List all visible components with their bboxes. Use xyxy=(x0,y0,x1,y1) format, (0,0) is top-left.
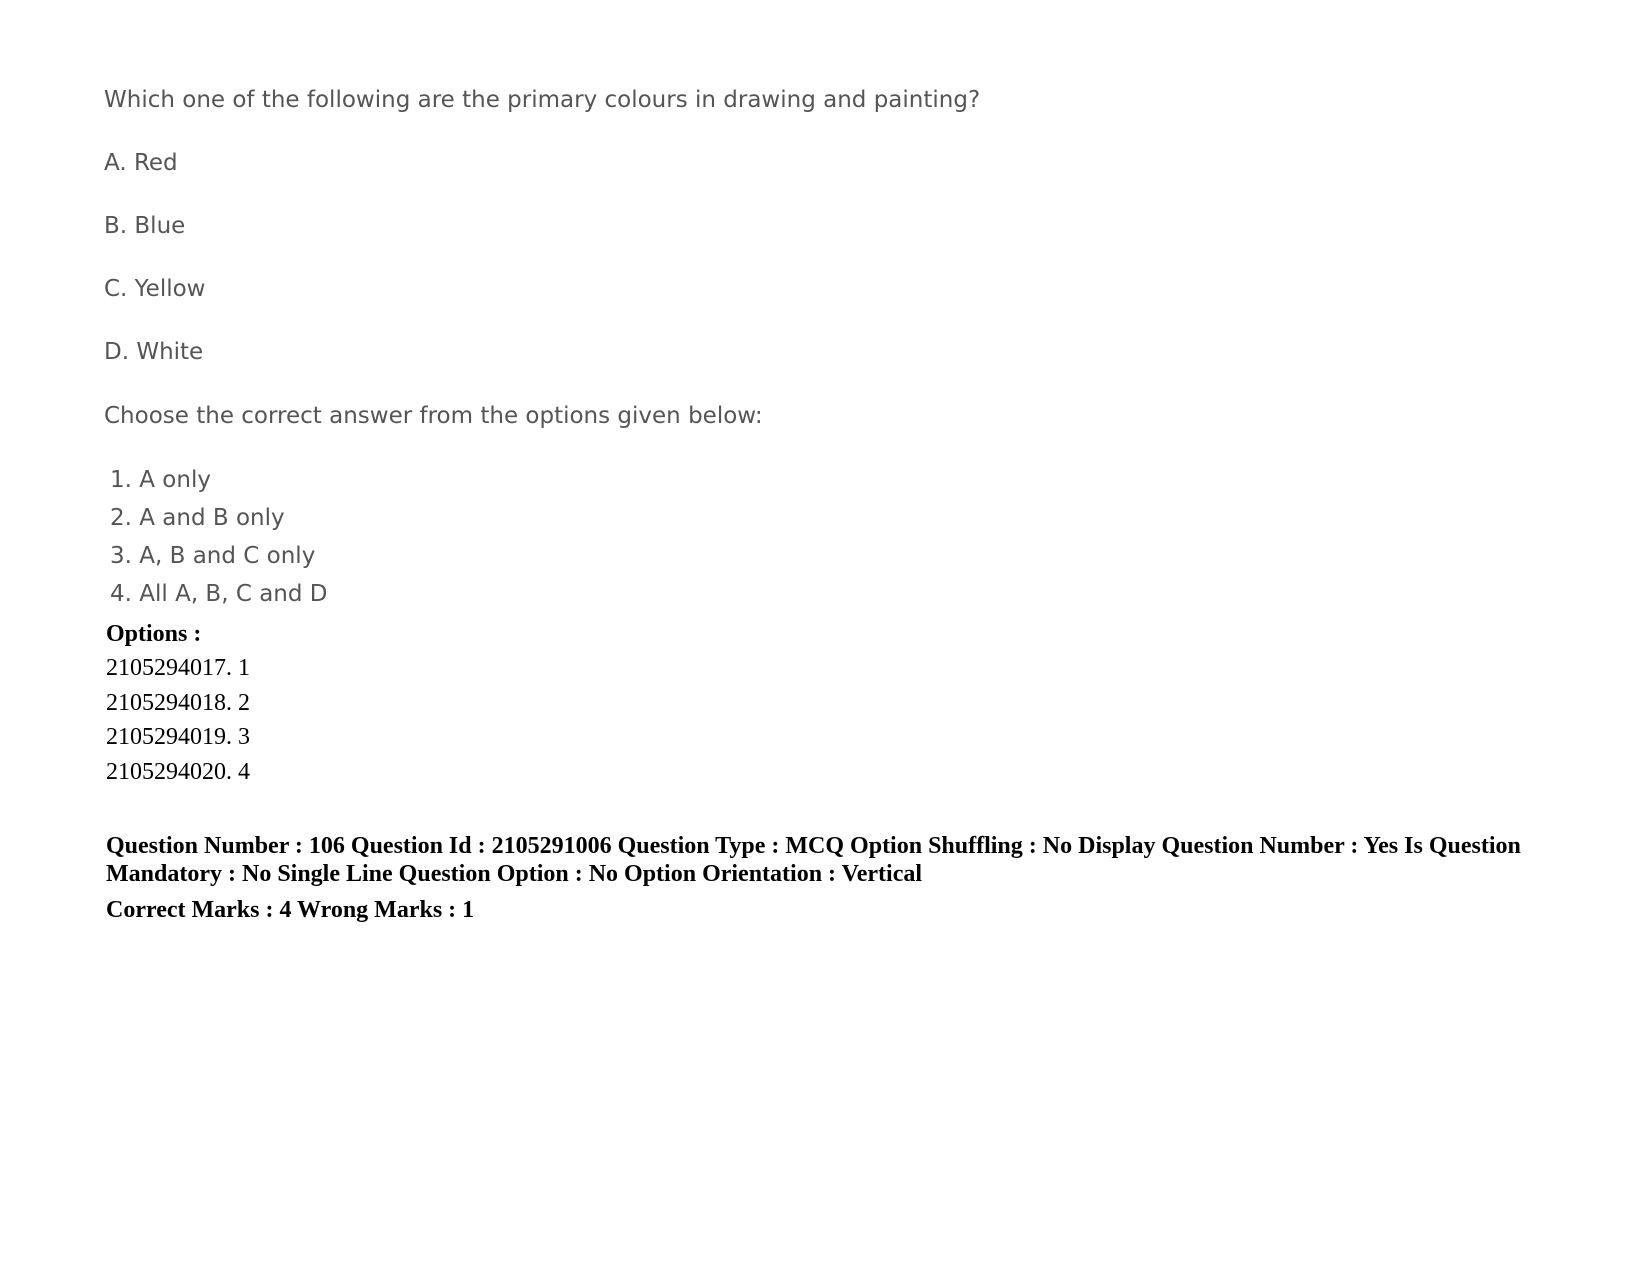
option-list xyxy=(106,654,250,792)
statement-b: B. Blue xyxy=(104,213,186,239)
question-instruction: Choose the correct answer from the options given below: xyxy=(104,403,763,429)
option-item: 2105294019. 3 xyxy=(106,724,250,750)
choice-item: 4. All A, B, C and D xyxy=(110,581,328,607)
choice-item: 3. A, B and C only xyxy=(110,543,316,569)
marks-info: Correct Marks : 4 Wrong Marks : 1 xyxy=(106,897,475,923)
statement-d: D. White xyxy=(104,339,204,365)
option-item: 2105294018. 2 xyxy=(106,689,250,716)
choice-item: 1. A only xyxy=(110,467,211,493)
statement-a: A. Red xyxy=(104,150,178,176)
statement-c: C. Yellow xyxy=(104,276,206,302)
option-item: 2105294020. 4 xyxy=(106,758,250,785)
question-metadata: Question Number : 106 Question Id : 2105291006 Question Type : MCQ Option Shuffling : No Display Question Number : Yes Is Question Mandatory : No Single Line Question Option : No Option Orientation : Vertical xyxy=(106,833,1521,887)
option-item: 2105294017. 1 xyxy=(106,655,250,681)
options-label: Options : xyxy=(106,621,202,647)
question-stem: Which one of the following are the primary colours in drawing and painting? xyxy=(104,87,981,113)
choice-item: 2. A and B only xyxy=(110,505,285,531)
answer-choices xyxy=(110,466,328,618)
